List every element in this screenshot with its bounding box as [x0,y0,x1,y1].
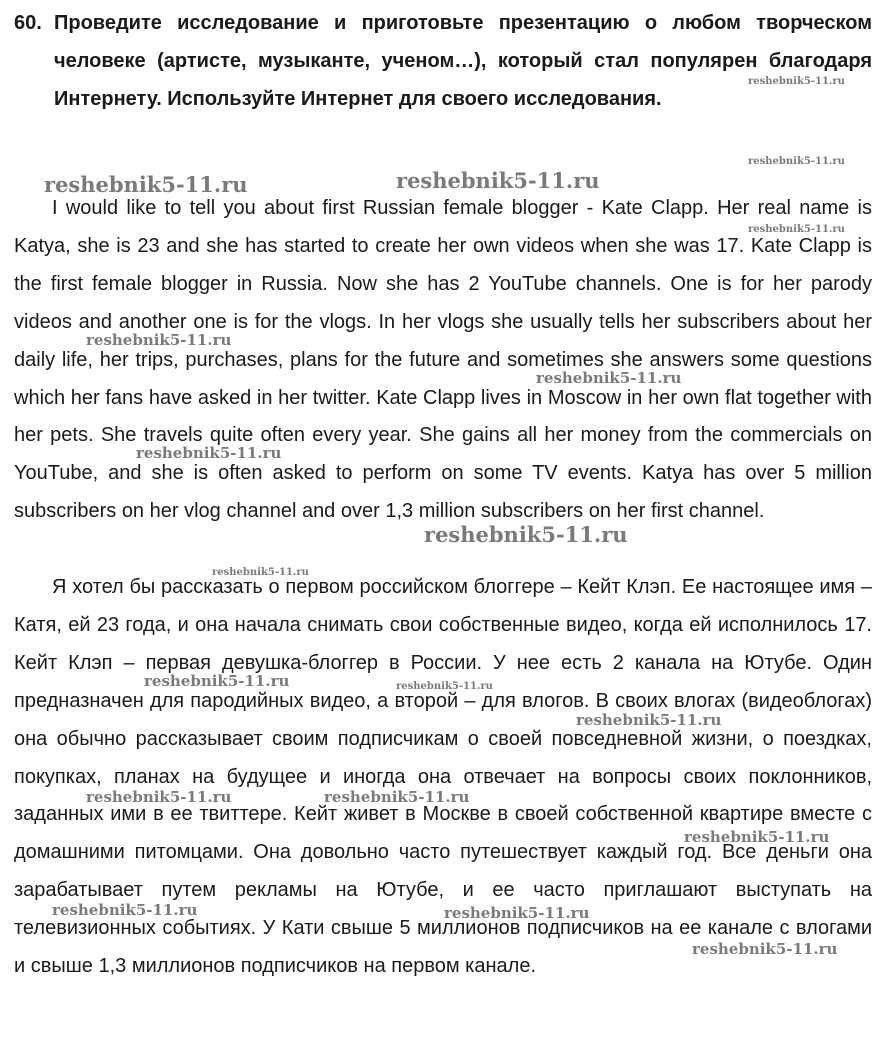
watermark: reshebnik5-11.ru [136,444,282,462]
watermark: reshebnik5-11.ru [748,76,845,87]
watermark: reshebnik5-11.ru [536,369,682,387]
watermark: reshebnik5-11.ru [396,681,493,692]
watermark: reshebnik5-11.ru [748,224,845,235]
english-paragraph: I would like to tell you about first Russian female blogger - Kate Clapp. Her real name is Katya, she is 23 and she has started to create her own videos when she was 17. Kate Clapp is the first female blogger in Russia. Now she has 2 YouTube channels. One is for her parody videos and another one is for the vlogs. In her vlogs she usually tells her subscribers about her daily life, her trips, purchases, plans for the future and sometimes she answers some questions which her fans have asked in her twitter. Kate Clapp lives in Moscow in her own flat together with her pets. She travels quite often every year. She gains all her money from the commercials on YouTube, and she is often asked to perform on some TV events. Katya has over 5 million subscribers on her vlog channel and over 1,3 million subscribers on her first channel. [14,197,872,523]
watermark: reshebnik5-11.ru [324,788,470,806]
watermark: reshebnik5-11.ru [44,172,248,197]
task-instruction: Проведите исследование и приготовьте презентацию о любом творческом человеке (артисте, музыканте, ученом…), который стал популярен благодаря Интернету. Используйте Интернет для своего исследования. [54,12,872,110]
russian-paragraph: Я хотел бы рассказать о первом российском блоггере – Кейт Клэп. Ее настоящее имя – Катя, ей 23 года, и она начала снимать свои собственные видео, когда ей исполнилось 17. Кейт Клэп – первая девушка-блоггер в России. У нее есть 2 канала на Ютубе. Один предназначен для пародийных видео, а второй – для влогов. В своих влогах (видеоблогах) она обычно рассказывает своим подписчикам о своей повседневной жизни, о поездках, покупках, планах на будущее и иногда она отвечает на вопросы своих поклонников, заданных ими в ее твиттере. Кейт живет в Москве в своей собственной квартире вместе с домашними питомцами. Она довольно часто путешествует каждый год. Все деньги она зарабатывает путем рекламы на Ютубе, и ее часто приглашают выступать на телевизионных событиях. У Кати свыше 5 миллионов подписчиков на ее канале с влогами и свыше 1,3 миллионов подписчиков на первом канале. [14,576,872,978]
watermark: reshebnik5-11.ru [396,168,600,193]
watermark: reshebnik5-11.ru [576,711,722,729]
watermark: reshebnik5-11.ru [52,901,198,919]
watermark: reshebnik5-11.ru [86,788,232,806]
watermark: reshebnik5-11.ru [684,828,830,846]
watermark: reshebnik5-11.ru [144,672,290,690]
task-number: 60. [14,12,42,34]
watermark: reshebnik5-11.ru [444,904,590,922]
task-heading [14,4,872,118]
watermark: reshebnik5-11.ru [86,331,232,349]
watermark: reshebnik5-11.ru [212,567,309,578]
watermark: reshebnik5-11.ru [748,156,845,167]
watermark: reshebnik5-11.ru [424,522,628,547]
watermark: reshebnik5-11.ru [692,940,838,958]
